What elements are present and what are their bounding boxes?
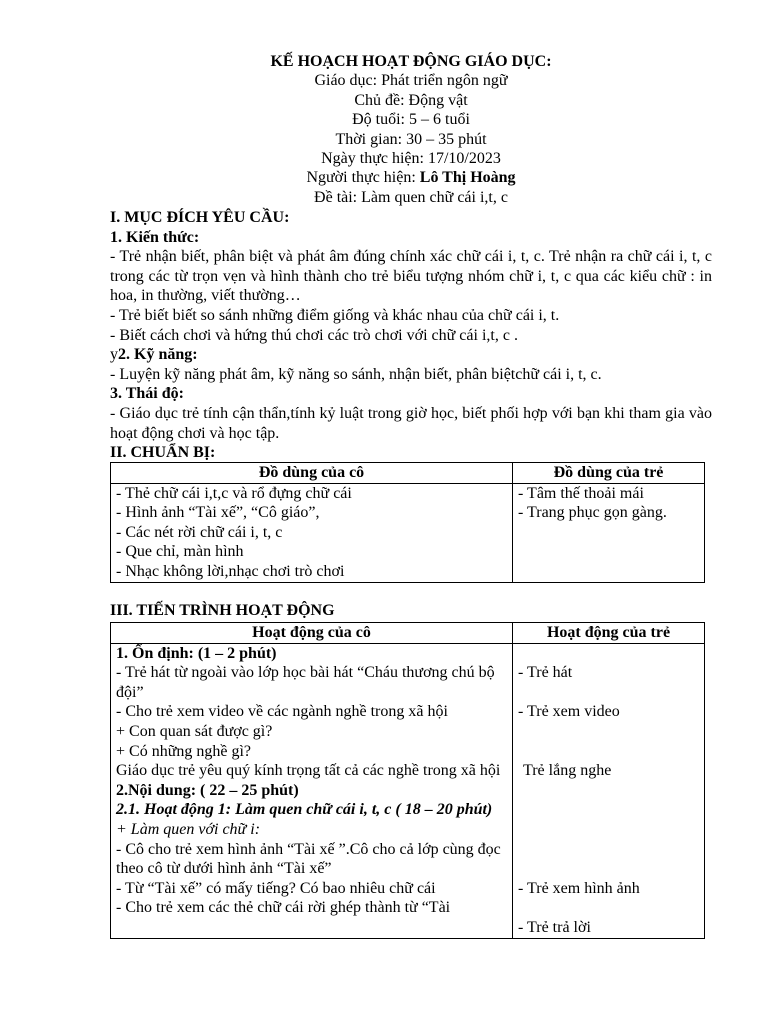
skill-heading-line (110, 345, 712, 365)
child-picture: - Trẻ xem hình ảnh (518, 879, 640, 897)
child-answer: - Trẻ trả lời (518, 918, 591, 936)
activity-col-child: Hoạt động của trẻ (513, 623, 705, 644)
child-activity-cell (513, 643, 705, 938)
section-objectives (110, 208, 712, 463)
question-1: + Con quan sát được gì? (116, 722, 273, 740)
knowledge-item: - Biết cách chơi và hứng thú chơi các trò chơi với chữ cái i,t, c . (110, 326, 518, 344)
teacher-items-cell (111, 483, 513, 582)
video-activity: - Cho trẻ xem video về các ngành nghề trong xã hội (116, 703, 448, 721)
skill-prefix: y (110, 346, 118, 364)
teacher-line (0, 168, 768, 187)
teacher-label: Người thực hiện: (306, 169, 420, 187)
stabilize-heading: 1. Ổn định: (1 – 2 phút) (116, 644, 277, 662)
teacher-activity-cell (111, 643, 513, 938)
knowledge-heading: 1. Kiến thức: (110, 228, 200, 246)
teacher-item: - Nhạc không lời,nhạc chơi trò chơi (116, 562, 345, 580)
subject-line: Đề tài: Làm quen chữ cái i,t, c (314, 188, 508, 206)
ask-word: - Từ “Tài xế” có mấy tiếng? Có bao nhiêu chữ cái (116, 879, 436, 897)
teacher-item: - Các nét rời chữ cái i, t, c (116, 523, 283, 541)
date-line: Ngày thực hiện: 17/10/2023 (321, 150, 501, 168)
child-sing: - Trẻ hát (518, 664, 573, 682)
content-heading: 2.Nội dung: ( 22 – 25 phút) (116, 781, 299, 799)
section3-heading: III. TIẾN TRÌNH HOẠT ĐỘNG (110, 602, 335, 619)
child-item: - Tâm thế thoải mái (518, 484, 644, 502)
child-listen: Trẻ lắng nghe (523, 762, 612, 780)
duration-line: Thời gian: 30 – 35 phút (335, 130, 487, 148)
teacher-item: - Que chỉ, màn hình (116, 543, 244, 561)
child-items-cell (513, 483, 705, 582)
show-cards: - Cho trẻ xem các thẻ chữ cái rời ghép thành từ “Tài (116, 899, 451, 917)
field-line: Giáo dục: Phát triển ngôn ngữ (314, 72, 508, 90)
show-picture: - Cô cho trẻ xem hình ảnh “Tài xế ”.Cô cho cả lớp cùng đọc theo cô từ dưới hình ảnh “Tài xế” (116, 840, 501, 878)
familiar-heading: + Làm quen với chữ i: (116, 820, 261, 838)
skill-item: - Luyện kỹ năng phát âm, kỹ năng so sánh, nhận biết, phân biệtchữ cái i, t, c. (110, 365, 602, 383)
skill-heading: 2. Kỹ năng: (118, 346, 198, 364)
activity1-heading: 2.1. Hoạt động 1: Làm quen chữ cái i, t, c ( 18 – 20 phút) (116, 801, 493, 819)
prep-col-child: Đồ dùng của trẻ (513, 463, 705, 484)
attitude-item: - Giáo dục trẻ tính cận thẩn,tính kỷ luật trong giờ học, biết phối hợp với bạn khi tham gia vào hoạt động chơi và học tập. (110, 404, 712, 442)
section2-heading: II. CHUẨN BỊ: (110, 444, 216, 462)
question-2: + Có những nghề gì? (116, 742, 252, 760)
knowledge-item: - Trẻ biết biết so sánh những điểm giống và khác nhau của chữ cái i, t. (110, 306, 560, 324)
stabilize-song: - Trẻ hát từ ngoài vào lớp học bài hát “Cháu thương chú bộ đội” (116, 664, 495, 701)
knowledge-item: - Trẻ nhận biết, phân biệt và phát âm đúng chính xác chữ cái i, t, c. Trẻ nhận ra chữ cái i, t, c trong các từ trọn vẹn và hình thành cho trẻ biểu tượng nhóm chữ i, t, c qua các kiểu chữ : in hoa, in thường, viết thường… (110, 248, 712, 305)
activity-col-teacher: Hoạt động của cô (111, 623, 513, 644)
teacher-item: - Thẻ chữ cái i,t,c và rổ đựng chữ cái (116, 484, 352, 502)
child-video: - Trẻ xem video (518, 703, 620, 721)
page-title: KẾ HOẠCH HOẠT ĐỘNG GIÁO DỤC: (270, 53, 552, 70)
activity-table (110, 622, 705, 939)
educate-line: Giáo dục trẻ yêu quý kính trọng tất cả các nghề trong xã hội (116, 762, 501, 780)
section1-heading: I. MỤC ĐÍCH YÊU CẦU: (110, 209, 290, 226)
attitude-heading: 3. Thái độ: (110, 385, 184, 403)
teacher-name: Lô Thị Hoàng (419, 169, 516, 187)
topic-line: Chủ đề: Động vật (354, 91, 468, 109)
lesson-header (0, 52, 768, 207)
child-item: - Trang phục gọn gàng. (518, 504, 667, 522)
teacher-item: - Hình ảnh “Tài xế”, “Cô giáo”, (116, 504, 320, 522)
preparation-table (110, 462, 705, 583)
prep-col-teacher: Đồ dùng của cô (111, 463, 513, 484)
age-line: Độ tuổi: 5 – 6 tuổi (352, 111, 470, 129)
